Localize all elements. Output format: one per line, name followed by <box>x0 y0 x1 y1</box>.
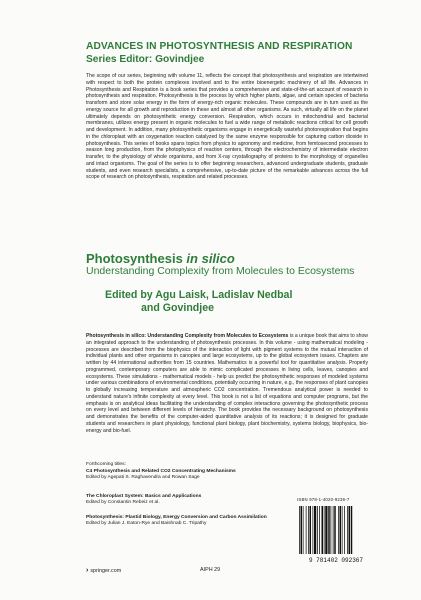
barcode-bar <box>338 506 339 554</box>
book-description-body: is a unique book that aims to show an integrated approach to the understanding of photosynthesis processes. In this volume - using mathematical modeling - processes are described from the biophysics of the interaction of light with pigment systems to the mutual interaction of individual plants and other organisms in canopies and large ecosystems, up to the global ecosystem issues. Chapters are written by 44 international authorities from 15 countries. Mathematics is a powerful tool for quantitative analysis. Properly programmed, contemporary computers are able to mimic complicated processes in living cells, leaves, canopies and ecosystems. These simulations - mathematical models - help us predict the photosynthetic responses of modeled systems under various combinations of environmental conditions, potentially occurring in nature, e.g., the responses of plant canopies to globally increasing temperature and atmospheric CO2 concentration. Tremendous analytical power is needed to understand nature's infinite complexity at every level. This book is not a list of equations and computer programs, but the emphasis is on analytical ideas facilitating the understanding of complex interactions governing the photosynthetic process on every level and between different levels of hierarchy. The book provides the necessary background on photosynthesis and demonstrates the benefits of the computer-aided quantitative analysis of its reactions; it is designed for graduate students and researchers in plant physiology, functional plant biology, plant biochemistry, systems biology, biophysics, bio-energy and bio-fuel. <box>86 333 368 434</box>
book-description <box>86 333 368 434</box>
barcode-bar <box>322 506 324 554</box>
book-subtitle: Understanding Complexity from Molecules to Ecosystems <box>86 265 355 277</box>
barcode-bars <box>299 506 352 554</box>
book-editors-line1: Edited by Agu Laisk, Ladislav Nedbal <box>105 289 293 301</box>
barcode-digits: 9 781402 092367 <box>308 557 364 564</box>
barcode-bar <box>324 506 325 554</box>
book-description-lead: Photosynthesis in silico: Understanding Complexity from Molecules to Ecosystems <box>86 333 289 339</box>
book-title-main: Photosynthesis <box>86 251 187 266</box>
forthcoming-item <box>86 515 286 528</box>
barcode-bar <box>313 506 314 554</box>
forthcoming-editors: Edited by Constantin Rebeiz et al. <box>86 500 160 506</box>
barcode-bar <box>349 506 351 554</box>
barcode-bar <box>303 506 304 554</box>
barcode-bar <box>319 506 320 554</box>
book-editors-line2: and Govindjee <box>141 302 214 314</box>
forthcoming-item <box>86 469 286 482</box>
forthcoming-title: Photosynthesis: Plastid Biology, Energy Conversion and Carbon Assimilation <box>86 515 267 520</box>
barcode-bar <box>340 506 342 554</box>
barcode-bar <box>301 506 303 554</box>
book-editors <box>105 289 365 315</box>
barcode-bar <box>342 506 343 554</box>
barcode-bar <box>314 506 316 554</box>
barcode-bar <box>331 506 332 554</box>
barcode-bar <box>351 506 353 554</box>
forthcoming-editors: Edited by Agepati S. Raghavendra and Rowan Sage <box>86 475 200 481</box>
series-title: ADVANCES IN PHOTOSYNTHESIS AND RESPIRATION <box>86 41 353 52</box>
barcode-bar <box>317 506 318 554</box>
forthcoming-item <box>86 494 286 507</box>
publisher-url: springer.com <box>90 567 122 574</box>
publisher-logo[interactable] <box>86 567 121 574</box>
barcode-bar <box>310 506 312 554</box>
forthcoming-title: The Chloroplast System: Basics and Applications <box>86 494 202 499</box>
barcode-bar <box>347 506 348 554</box>
book-title <box>86 251 386 266</box>
barcode-bar <box>328 506 330 554</box>
series-description: The scope of our series, beginning with volume 11, reflects the concept that photosynthesis and respiration are intertwined with respect to both the protein complexes involved and to the entire bioenergetic machinery of all life. Advances in Photosynthesis and Respiration is a book series that provides a comprehensive and state-of-the-art account of research in photosynthesis and respiration. Photosynthesis is the process by which higher plants, algae, and certain species of bacteria transform and store solar energy in the form of energy-rich organic molecules. These compounds are in turn used as the energy source for all growth and reproduction in these and almost all other organisms. As such, virtually all life on the planet ultimately depends on photosynthetic energy conversion. Respiration, which occurs in mitochondrial and bacterial membranes, utilizes energy present in organic molecules to fuel a wide range of metabolic reactions critical for cell growth and development. In addition, many photosynthetic organisms engage in energetically wasteful photorespiration that begins in the chloroplast with an oxygenation reaction catalyzed by the same enzyme responsible for capturing carbon dioxide in photosynthesis. This series of books spans topics from physics to agronomy and medicine, from femtosecond processes to season long production, from the photophysics of reaction centers, through the electrochemistry of intermediate electron transfer, to the physiology of whole organisms, and from X-ray crystallography of proteins to the morphology of organelles and intact organisms. The goal of the series is to offer beginning researchers, advanced undergraduate students, graduate students, and even research specialists, a comprehensive, up-to-date picture of the remarkable advances across the full scope of research on photosynthesis, respiration and related processes. <box>86 73 368 181</box>
book-title-italic: in silico <box>186 251 235 266</box>
barcode-bar <box>334 506 336 554</box>
barcode-bar <box>306 506 307 554</box>
series-editor: Series Editor: Govindjee <box>86 54 205 65</box>
forthcoming-editors: Edited by Julian J. Eaton-Rye and Baishnab C. Tripathy <box>86 521 207 527</box>
series-code: AIPH 29 <box>200 567 221 573</box>
springer-arrow-icon: › <box>86 567 89 574</box>
forthcoming-title: C4 Photosynthesis and Related CO2 Concentrating Mechanisms <box>86 469 236 474</box>
barcode-bar <box>333 506 334 554</box>
barcode-bar <box>308 506 309 554</box>
barcode-bar <box>344 506 345 554</box>
barcode-bar <box>299 506 300 554</box>
isbn-text: ISBN 978-1-4020-9236-7 <box>297 497 350 502</box>
barcode-bar <box>325 506 327 554</box>
barcode <box>297 504 375 564</box>
forthcoming-heading: Forthcoming titles: <box>86 462 126 467</box>
